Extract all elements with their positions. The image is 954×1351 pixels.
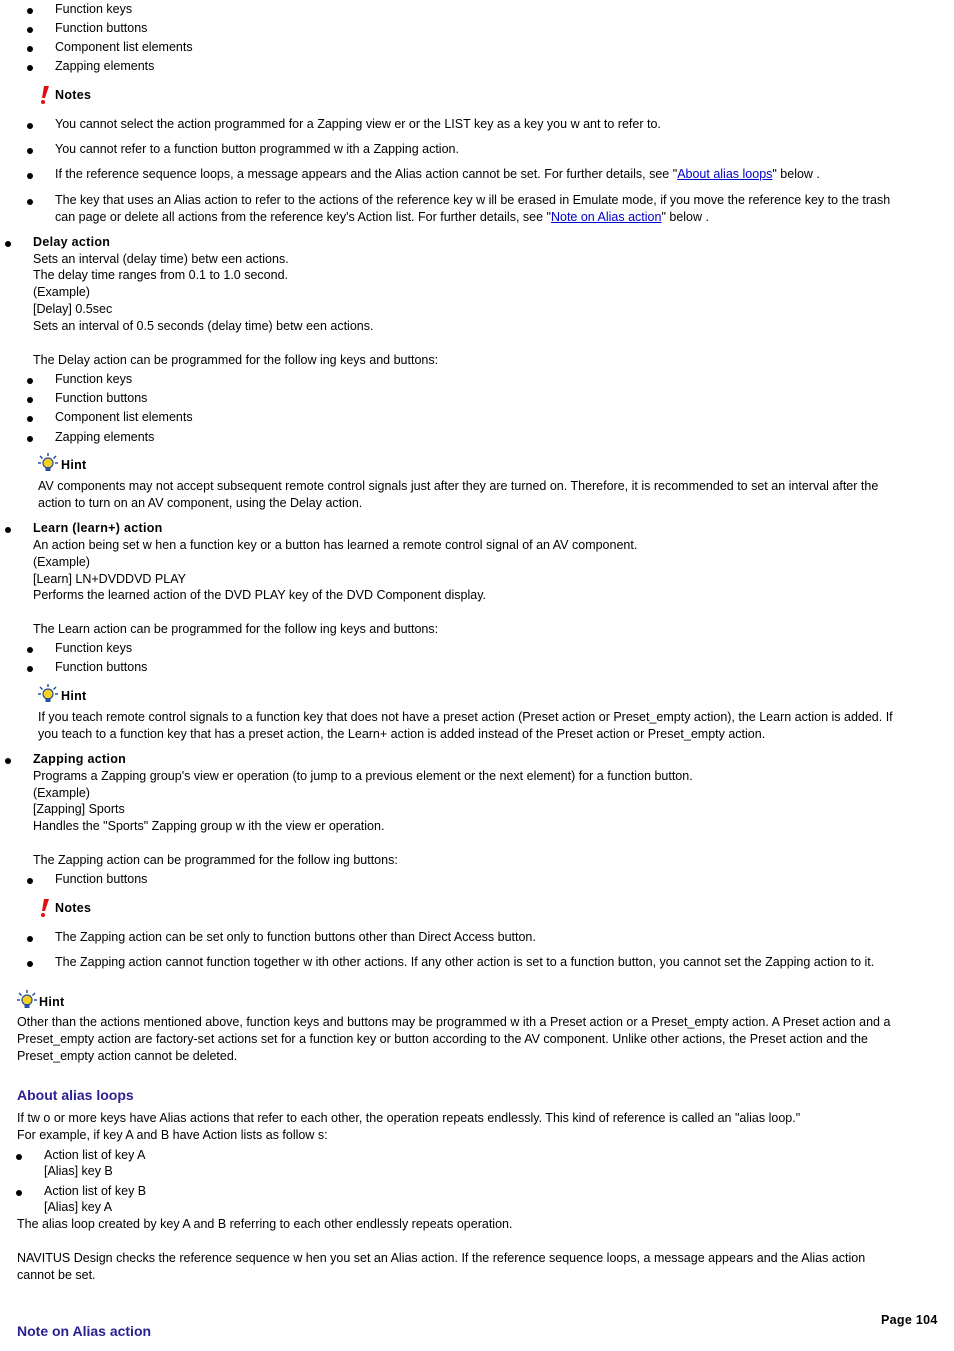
bullet (27, 173, 33, 179)
text-line: [Delay] 0.5sec (33, 302, 113, 316)
zapping-action-title: Zapping action (33, 752, 127, 766)
text-line: (Example) (33, 285, 90, 299)
note-item: The Zapping action can be set only to function buttons other than Direct Access button. (55, 930, 536, 944)
text-line: [Zapping] Sports (33, 802, 125, 816)
note-item: You cannot refer to a function button programmed w ith a Zapping action. (55, 142, 459, 156)
text-line: The Delay action can be programmed for the follow ing keys and buttons: (33, 353, 439, 367)
text-line: Sets an interval of 0.5 seconds (delay time) betw een actions. (33, 319, 374, 333)
lightbulb-icon (38, 453, 58, 473)
lightbulb-icon (38, 684, 58, 704)
bullet (27, 436, 33, 442)
hint-title: Hint (61, 689, 87, 703)
text-line: Handles the "Sports" Zapping group w ith the view er operation. (33, 819, 385, 833)
note-item: If the reference sequence loops, a message appears and the Alias action cannot be set. For further details, see "About alias loops" below . (55, 167, 820, 181)
bullet (27, 878, 33, 884)
text-line: If tw o or more keys have Alias actions that refer to each other, the operation repeats endlessly. This kind of reference is called an "alias loop." (17, 1111, 801, 1125)
learn-action-title: Learn (learn+) action (33, 521, 163, 535)
bullet (27, 416, 33, 422)
bullet (16, 1154, 22, 1160)
bullet (27, 8, 33, 14)
list-item: Action list of key A (44, 1148, 146, 1162)
bullet (27, 65, 33, 71)
hint-title: Hint (39, 995, 65, 1009)
hint-line: AV components may not accept subsequent remote control signals just after they are turned on. Therefore, it is recommended to set an interval after the (38, 479, 879, 493)
text-line: (Example) (33, 786, 90, 800)
hint-line: action to turn on an AV component, using the Delay action. (38, 496, 363, 510)
list-item-sub: [Alias] key A (44, 1200, 113, 1214)
text-line: Sets an interval (delay time) betw een actions. (33, 252, 289, 266)
bullet (27, 397, 33, 403)
bullet (27, 199, 33, 205)
text-line: The Zapping action can be programmed for the follow ing buttons: (33, 853, 398, 867)
bullet (27, 961, 33, 967)
hint-title: Hint (61, 458, 87, 472)
bullet (27, 378, 33, 384)
note-item-line: The key that uses an Alias action to refer to the actions of the reference key w ill be erased in Emulate mode, if you move the reference key to the trash (55, 193, 891, 207)
note-item: The Zapping action cannot function together w ith other actions. If any other action is set to a function button, you cannot set the Zapping action to it. (55, 955, 875, 969)
text-line: [Learn] LN+DVDDVD PLAY (33, 572, 186, 586)
list-item-sub: [Alias] key B (44, 1164, 113, 1178)
bullet (27, 148, 33, 154)
text-line: NAVITUS Design checks the reference sequence w hen you set an Alias action. If the reference sequence loops, a message appears and the Alias action (17, 1251, 866, 1265)
bullet (5, 241, 11, 247)
hint-line: you teach to a function key that has a preset action, the Learn+ action is added instead of the Preset action or Preset_empty action. (38, 727, 766, 741)
exclamation-icon (39, 898, 51, 918)
list-item: Zapping elements (55, 430, 155, 444)
bullet (27, 666, 33, 672)
hint-line: If you teach remote control signals to a function key that does not have a preset action (Preset action or Preset_empty action), the Learn action is added. If (38, 710, 893, 724)
list-item: Function buttons (55, 660, 148, 674)
list-item: Action list of key B (44, 1184, 147, 1198)
list-item: Function buttons (55, 872, 148, 886)
note-item: You cannot select the action programmed for a Zapping view er or the LIST key as a key you w ant to refer to. (55, 117, 661, 131)
text-line: The alias loop created by key A and B referring to each other endlessly repeats operation. (17, 1217, 513, 1231)
list-item: Function keys (55, 641, 133, 655)
text-line: Programs a Zapping group's view er operation (to jump to a previous element or the next element) for a function button. (33, 769, 693, 783)
note-on-alias-action-link[interactable]: Note on Alias action (550, 210, 662, 224)
bullet (27, 123, 33, 129)
about-alias-loops-heading: About alias loops (17, 1087, 134, 1103)
hint-line: Preset_empty action are factory-set actions set for a function key or button according to the AV component. Unlike other actions, the Preset action and the (17, 1032, 868, 1046)
page-number: Page 104 (881, 1313, 938, 1327)
list-item: Zapping elements (55, 59, 155, 73)
bullet (5, 758, 11, 764)
list-item: Component list elements (55, 410, 193, 424)
list-item: Function buttons (55, 21, 148, 35)
notes-title: Notes (55, 901, 92, 915)
bullet (27, 647, 33, 653)
about-alias-loops-link[interactable]: About alias loops (677, 167, 773, 181)
note-on-alias-action-heading: Note on Alias action (17, 1323, 152, 1339)
notes-title: Notes (55, 88, 92, 102)
text-line: The Learn action can be programmed for the follow ing keys and buttons: (33, 622, 439, 636)
bullet (5, 527, 11, 533)
list-item: Function buttons (55, 391, 148, 405)
text-line: Performs the learned action of the DVD PLAY key of the DVD Component display. (33, 588, 487, 602)
exclamation-icon (39, 85, 51, 105)
text-line: The delay time ranges from 0.1 to 1.0 second. (33, 268, 288, 282)
text-line: An action being set w hen a function key or a button has learned a remote control signal of an AV component. (33, 538, 638, 552)
text-line: cannot be set. (17, 1268, 96, 1282)
bullet (27, 46, 33, 52)
text-line: (Example) (33, 555, 90, 569)
lightbulb-icon (17, 990, 37, 1010)
note-item-line: can page or delete all actions from the reference key's Action list. For further details, see "Note on Alias action" below . (55, 210, 709, 224)
hint-line: Preset_empty action cannot be deleted. (17, 1049, 238, 1063)
list-item: Function keys (55, 2, 133, 16)
list-item: Component list elements (55, 40, 193, 54)
text-line: For example, if key A and B have Action lists as follow s: (17, 1128, 328, 1142)
bullet (16, 1190, 22, 1196)
hint-line: Other than the actions mentioned above, function keys and buttons may be programmed w ith a Preset action or a Preset_empty action. A Preset action and a (17, 1015, 891, 1029)
list-item: Function keys (55, 372, 133, 386)
bullet (27, 936, 33, 942)
bullet (27, 27, 33, 33)
delay-action-title: Delay action (33, 235, 111, 249)
